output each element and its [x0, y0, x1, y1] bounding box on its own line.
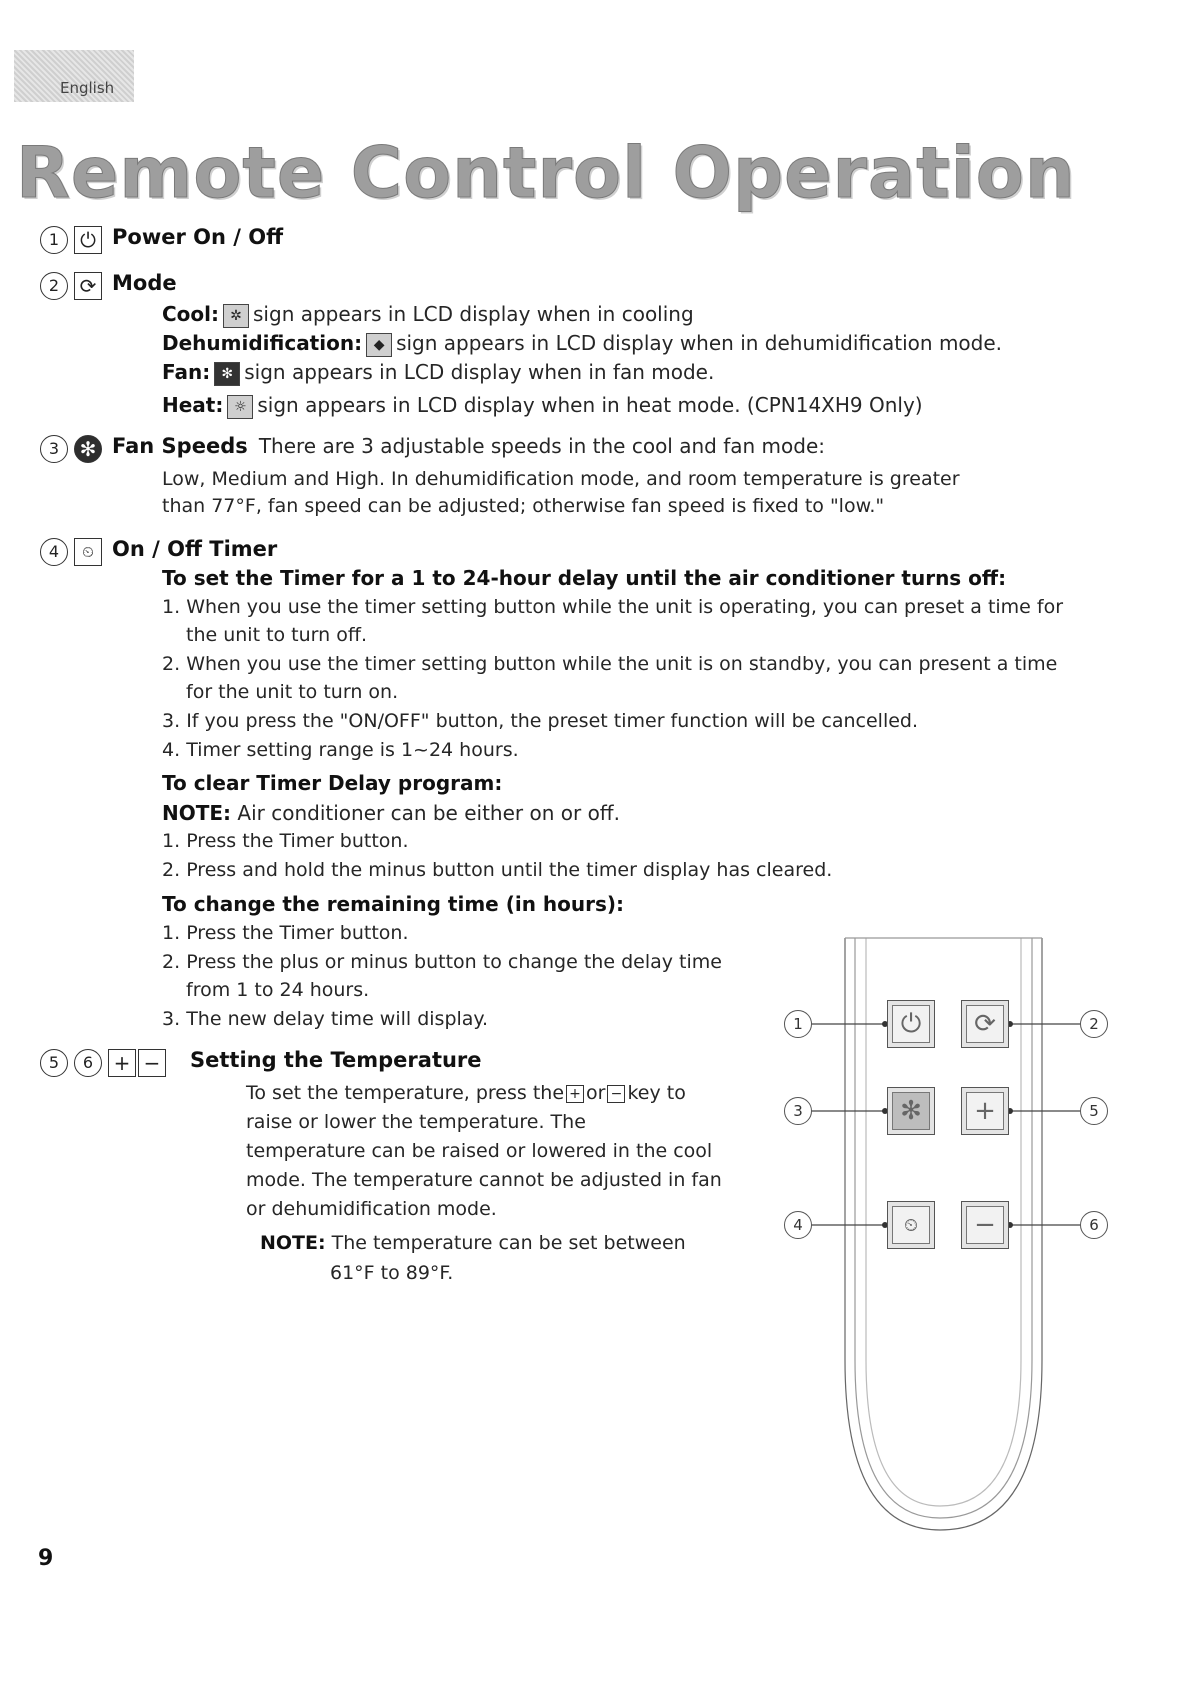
- change-item-2-cont: from 1 to 24 hours.: [186, 979, 370, 1001]
- clear-timer-note: [162, 801, 620, 825]
- timer-item-3: [162, 710, 918, 732]
- section-number: 4: [40, 538, 68, 566]
- section-number: 3: [40, 435, 68, 463]
- remote-plus-button[interactable]: [961, 1087, 1009, 1135]
- temp-line3: temperature can be raised or lowered in the cool: [246, 1140, 713, 1162]
- page-title: Remote Control Operation: [16, 132, 1076, 214]
- timer-subhead: To set the Timer for a 1 to 24-hour delay until the air conditioner turns off:: [162, 566, 1007, 590]
- remote-minus-button[interactable]: [961, 1201, 1009, 1249]
- section-heading: Mode: [112, 271, 177, 295]
- remote-label-2: 2: [1080, 1010, 1108, 1038]
- remote-fan-button[interactable]: [887, 1087, 935, 1135]
- clear-item-2: [162, 859, 832, 881]
- fan-icon: ✻: [214, 362, 240, 386]
- remote-label-3: 3: [784, 1097, 812, 1125]
- item-number: 3.: [162, 710, 181, 732]
- item-number: 2.: [162, 951, 181, 973]
- remote-power-button[interactable]: [887, 1000, 935, 1048]
- fan-speed-icon: ✻: [74, 435, 102, 463]
- heat-text: sign appears in LCD display when in heat mode. (CPN14XH9 Only): [257, 393, 923, 417]
- dehum-label: Dehumidification:: [162, 331, 363, 355]
- item-text: When you use the timer setting button while the unit is operating, you can preset a time for: [186, 596, 1064, 618]
- temp-line2: raise or lower the temperature. The: [246, 1111, 586, 1133]
- clear-timer-heading: To clear Timer Delay program:: [162, 771, 503, 795]
- change-item-3: [162, 1008, 488, 1030]
- plus-key-icon: +: [566, 1085, 584, 1103]
- item-text: Press the Timer button.: [186, 922, 409, 944]
- mode-cool-line: [162, 302, 694, 328]
- fan-icon: ✻: [892, 1092, 930, 1130]
- section-mode: [40, 271, 177, 300]
- item-text: Timer setting range is 1~24 hours.: [186, 739, 519, 761]
- minus-icon: −: [966, 1206, 1004, 1244]
- item-number: 2.: [162, 859, 181, 881]
- language-tab: [14, 50, 134, 102]
- snowflake-icon: ✲: [223, 304, 249, 328]
- plus-icon: +: [108, 1049, 136, 1077]
- section-heading: On / Off Timer: [112, 537, 278, 561]
- item-number: 1.: [162, 596, 181, 618]
- mode-icon: ⟳: [74, 272, 102, 300]
- mode-dehum-line: [162, 331, 1002, 357]
- cool-label: Cool:: [162, 302, 220, 326]
- remote-label-6: 6: [1080, 1211, 1108, 1239]
- section-heading: Power On / Off: [112, 225, 284, 249]
- remote-label-5: 5: [1080, 1097, 1108, 1125]
- section-number-5: 5: [40, 1049, 68, 1077]
- fan-speeds-line3: than 77°F, fan speed can be adjusted; otherwise fan speed is fixed to "low.": [162, 495, 885, 517]
- temp-text: or: [586, 1082, 606, 1104]
- section-heading: Fan Speeds: [112, 434, 248, 458]
- mode-icon: ⟳: [966, 1005, 1004, 1043]
- clear-item-1: [162, 830, 409, 852]
- section-fan-speeds: [40, 434, 825, 463]
- note-label: NOTE:: [260, 1232, 326, 1254]
- temp-line4: mode. The temperature cannot be adjusted in fan: [246, 1169, 722, 1191]
- remote-timer-button[interactable]: [887, 1201, 935, 1249]
- temp-text: key to: [627, 1082, 686, 1104]
- item-text: When you use the timer setting button while the unit is on standby, you can present a time: [186, 653, 1058, 675]
- sun-icon: ☼: [227, 395, 253, 419]
- timer-item-1-cont: the unit to turn off.: [186, 624, 367, 646]
- note-label: NOTE:: [162, 801, 232, 825]
- section-power: [40, 225, 283, 254]
- timer-item-2: [162, 653, 1057, 675]
- timer-item-1: [162, 596, 1063, 618]
- change-time-heading: To change the remaining time (in hours):: [162, 892, 625, 916]
- cool-text: sign appears in LCD display when in cooling: [253, 302, 694, 326]
- section-temperature: [40, 1048, 482, 1077]
- item-text: Press and hold the minus button until the timer display has cleared.: [186, 859, 833, 881]
- change-item-1: [162, 922, 409, 944]
- fan-text: sign appears in LCD display when in fan mode.: [244, 360, 715, 384]
- temp-note: [260, 1232, 686, 1254]
- language-tab-label: English: [60, 79, 115, 97]
- item-number: 3.: [162, 1008, 181, 1030]
- item-number: 4.: [162, 739, 181, 761]
- droplet-icon: ◆: [366, 333, 392, 357]
- item-text: Press the Timer button.: [186, 830, 409, 852]
- power-icon: ⏻: [892, 1005, 930, 1043]
- remote-mode-button[interactable]: [961, 1000, 1009, 1048]
- plus-icon: +: [966, 1092, 1004, 1130]
- remote-label-4: 4: [784, 1211, 812, 1239]
- item-text: If you press the "ON/OFF" button, the preset timer function will be cancelled.: [186, 710, 919, 732]
- fan-speeds-line1: There are 3 adjustable speeds in the cool and fan mode:: [258, 434, 825, 458]
- remote-label-1: 1: [784, 1010, 812, 1038]
- note-text: The temperature can be set between: [331, 1232, 686, 1254]
- timer-icon: ⏲: [74, 538, 102, 566]
- mode-fan-line: [162, 360, 714, 386]
- temp-note-range: 61°F to 89°F.: [330, 1262, 454, 1284]
- temp-line5: or dehumidification mode.: [246, 1198, 497, 1220]
- dehum-text: sign appears in LCD display when in dehumidification mode.: [396, 331, 1003, 355]
- page-number: 9: [38, 1546, 54, 1571]
- section-timer: [40, 537, 277, 566]
- item-text: The new delay time will display.: [186, 1008, 489, 1030]
- minus-key-icon: −: [607, 1085, 625, 1103]
- item-number: 1.: [162, 922, 181, 944]
- section-number: 1: [40, 226, 68, 254]
- item-text: Press the plus or minus button to change the delay time: [186, 951, 722, 973]
- section-heading: Setting the Temperature: [190, 1048, 482, 1072]
- note-text: Air conditioner can be either on or off.: [237, 801, 620, 825]
- section-number-6: 6: [74, 1049, 102, 1077]
- timer-icon: ⏲: [892, 1206, 930, 1244]
- item-number: 1.: [162, 830, 181, 852]
- fan-label: Fan:: [162, 360, 211, 384]
- temp-text: To set the temperature, press the: [246, 1082, 565, 1104]
- item-number: 2.: [162, 653, 181, 675]
- change-item-2: [162, 951, 722, 973]
- heat-label: Heat:: [162, 393, 224, 417]
- timer-item-2-cont: for the unit to turn on.: [186, 681, 399, 703]
- section-number: 2: [40, 272, 68, 300]
- fan-speeds-line2: Low, Medium and High. In dehumidification mode, and room temperature is greater: [162, 468, 960, 490]
- timer-item-4: [162, 739, 519, 761]
- minus-icon: −: [138, 1049, 166, 1077]
- mode-heat-line: [162, 393, 923, 419]
- temp-line1: [246, 1082, 686, 1104]
- power-icon: ⏻: [74, 226, 102, 254]
